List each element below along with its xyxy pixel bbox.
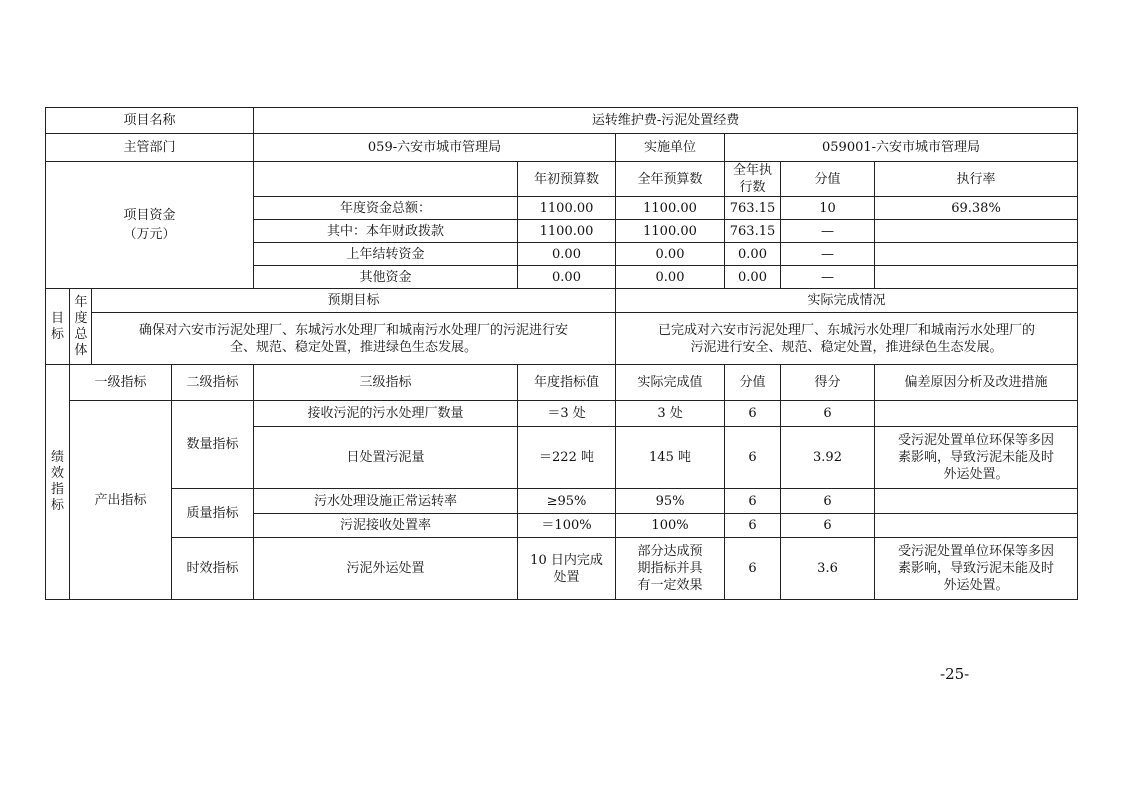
indicator-score: 3.92	[781, 427, 875, 489]
fund-col-executed: 全年执行数	[725, 162, 781, 197]
actual-goal-text	[616, 313, 1078, 365]
fund-row-name: 年度资金总额：	[254, 197, 518, 220]
indicator-score: 6	[781, 514, 875, 538]
actual-line: 期指标并具	[637, 561, 703, 576]
analysis-line: 受污泥处置单位环保等多因	[898, 433, 1055, 448]
impl-label: 实施单位	[616, 134, 725, 162]
fund-row-score-value: —	[781, 220, 875, 243]
fund-header-blank	[254, 162, 518, 197]
fund-label-line2: （万元）	[123, 227, 176, 242]
fund-row-executed: 0.00	[725, 243, 781, 266]
goals-side-label-a: 年度总体	[70, 289, 92, 365]
fund-row-name: 其中：本年财政拨款	[254, 220, 518, 243]
header-target: 年度指标值	[518, 365, 616, 401]
page-number: -25-	[940, 665, 970, 683]
target-line: 10 日内完成	[530, 552, 603, 568]
fund-row-rate	[875, 220, 1078, 243]
dept-label: 主管部门	[46, 134, 254, 162]
indicator-actual: 3 处	[616, 401, 725, 427]
indicator-actual	[616, 538, 725, 600]
indicator-actual: 95%	[616, 489, 725, 514]
indicator-target: ≥95%	[518, 489, 616, 514]
indicator-score: 6	[781, 489, 875, 514]
header-analysis: 偏差原因分析及改进措施	[875, 365, 1078, 401]
fund-col-score-value: 分值	[781, 162, 875, 197]
indicator-score-value: 6	[725, 514, 781, 538]
fund-row-initial: 0.00	[518, 266, 616, 289]
fund-label	[46, 162, 254, 289]
project-name-label: 项目名称	[46, 108, 254, 134]
dept-value: 059-六安市城市管理局	[254, 134, 616, 162]
indicator-score-value: 6	[725, 427, 781, 489]
fund-row-rate	[875, 266, 1078, 289]
fund-row-executed: 763.15	[725, 220, 781, 243]
indicator-score: 3.6	[781, 538, 875, 600]
expected-goal-line: 全、规范、稳定处置，推进绿色生态发展。	[230, 339, 478, 355]
indicator-actual: 100%	[616, 514, 725, 538]
header-actual: 实际完成值	[616, 365, 725, 401]
group-timeliness: 时效指标	[172, 538, 254, 600]
target-line: 处置	[553, 569, 580, 585]
indicator-actual: 145 吨	[616, 427, 725, 489]
indicator-row	[46, 489, 1078, 514]
indicator-analysis	[875, 427, 1078, 489]
group-quality: 质量指标	[172, 489, 254, 538]
fund-row-score-value: —	[781, 266, 875, 289]
goals-header-row	[46, 289, 1078, 313]
fund-row-rate: 69.38%	[875, 197, 1078, 220]
expected-goal-text	[92, 313, 616, 365]
indicator-name: 污水处理设施正常运转率	[254, 489, 518, 514]
indicator-target: ＝3 处	[518, 401, 616, 427]
impl-value: 059001-六安市城市管理局	[725, 134, 1078, 162]
fund-row-rate	[875, 243, 1078, 266]
fund-row-executed: 763.15	[725, 197, 781, 220]
fund-row-score-value: —	[781, 243, 875, 266]
indicator-analysis	[875, 401, 1078, 427]
goals-content-row	[46, 313, 1078, 365]
indicator-analysis	[875, 489, 1078, 514]
indicator-target: ＝222 吨	[518, 427, 616, 489]
indicators-side-label: 绩效指标	[46, 365, 70, 600]
indicator-score: 6	[781, 401, 875, 427]
fund-col-annual: 全年预算数	[616, 162, 725, 197]
header-level2: 二级指标	[172, 365, 254, 401]
fund-col-initial: 年初预算数	[518, 162, 616, 197]
fund-row-annual: 1100.00	[616, 220, 725, 243]
fund-row-initial: 0.00	[518, 243, 616, 266]
actual-line: 部分达成预	[637, 544, 703, 559]
indicator-score-value: 6	[725, 538, 781, 600]
analysis-line: 受污泥处置单位环保等多因	[898, 544, 1055, 559]
fund-row-name: 上年结转资金	[254, 243, 518, 266]
fund-row-initial: 1100.00	[518, 220, 616, 243]
header-score: 得分	[781, 365, 875, 401]
analysis-line: 素影响，导致污泥未能及时	[898, 450, 1055, 465]
header-level3: 三级指标	[254, 365, 518, 401]
fund-col-rate: 执行率	[875, 162, 1078, 197]
fund-header-row	[46, 162, 1078, 197]
header-score-value: 分值	[725, 365, 781, 401]
indicator-row	[46, 401, 1078, 427]
indicator-name: 日处置污泥量	[254, 427, 518, 489]
indicator-name: 接收污泥的污水处理厂数量	[254, 401, 518, 427]
fund-row-name: 其他资金	[254, 266, 518, 289]
fund-row-score-value: 10	[781, 197, 875, 220]
project-name-row	[46, 108, 1078, 134]
expected-goal-line: 确保对六安市污泥处理厂、东城污水处理厂和城南污水处理厂的污泥进行安	[139, 322, 569, 338]
analysis-line: 素影响，导致污泥未能及时	[898, 561, 1055, 576]
indicator-analysis	[875, 538, 1078, 600]
indicator-score-value: 6	[725, 401, 781, 427]
performance-table	[45, 107, 1078, 600]
project-name-value: 运转维护费-污泥处置经费	[254, 108, 1078, 134]
indicator-row	[46, 538, 1078, 600]
analysis-line: 外运处置。	[943, 467, 1009, 482]
indicator-target: ＝100%	[518, 514, 616, 538]
actual-goal-label: 实际完成情况	[616, 289, 1078, 313]
indicator-name: 污泥外运处置	[254, 538, 518, 600]
level1-output: 产出指标	[70, 401, 172, 600]
fund-row-annual: 0.00	[616, 266, 725, 289]
actual-goal-line: 污泥进行安全、规范、稳定处置，推进绿色生态发展。	[690, 339, 1003, 355]
actual-goal-line: 已完成对六安市污泥处理厂、东城污水处理厂和城南污水处理厂的	[658, 322, 1036, 338]
header-level1: 一级指标	[70, 365, 172, 401]
analysis-line: 外运处置。	[943, 578, 1009, 593]
indicator-score-value: 6	[725, 489, 781, 514]
indicator-target	[518, 538, 616, 600]
fund-label-line1: 项目资金	[123, 208, 176, 223]
fund-row-annual: 0.00	[616, 243, 725, 266]
actual-line: 有一定效果	[637, 578, 703, 593]
indicator-name: 污泥接收处置率	[254, 514, 518, 538]
fund-row-executed: 0.00	[725, 266, 781, 289]
indicator-header-row	[46, 365, 1078, 401]
group-quantity: 数量指标	[172, 401, 254, 489]
goals-side-label-b: 目标	[46, 289, 70, 365]
dept-row	[46, 134, 1078, 162]
indicator-analysis	[875, 514, 1078, 538]
expected-goal-label: 预期目标	[92, 289, 616, 313]
fund-row-initial: 1100.00	[518, 197, 616, 220]
fund-row-annual: 1100.00	[616, 197, 725, 220]
